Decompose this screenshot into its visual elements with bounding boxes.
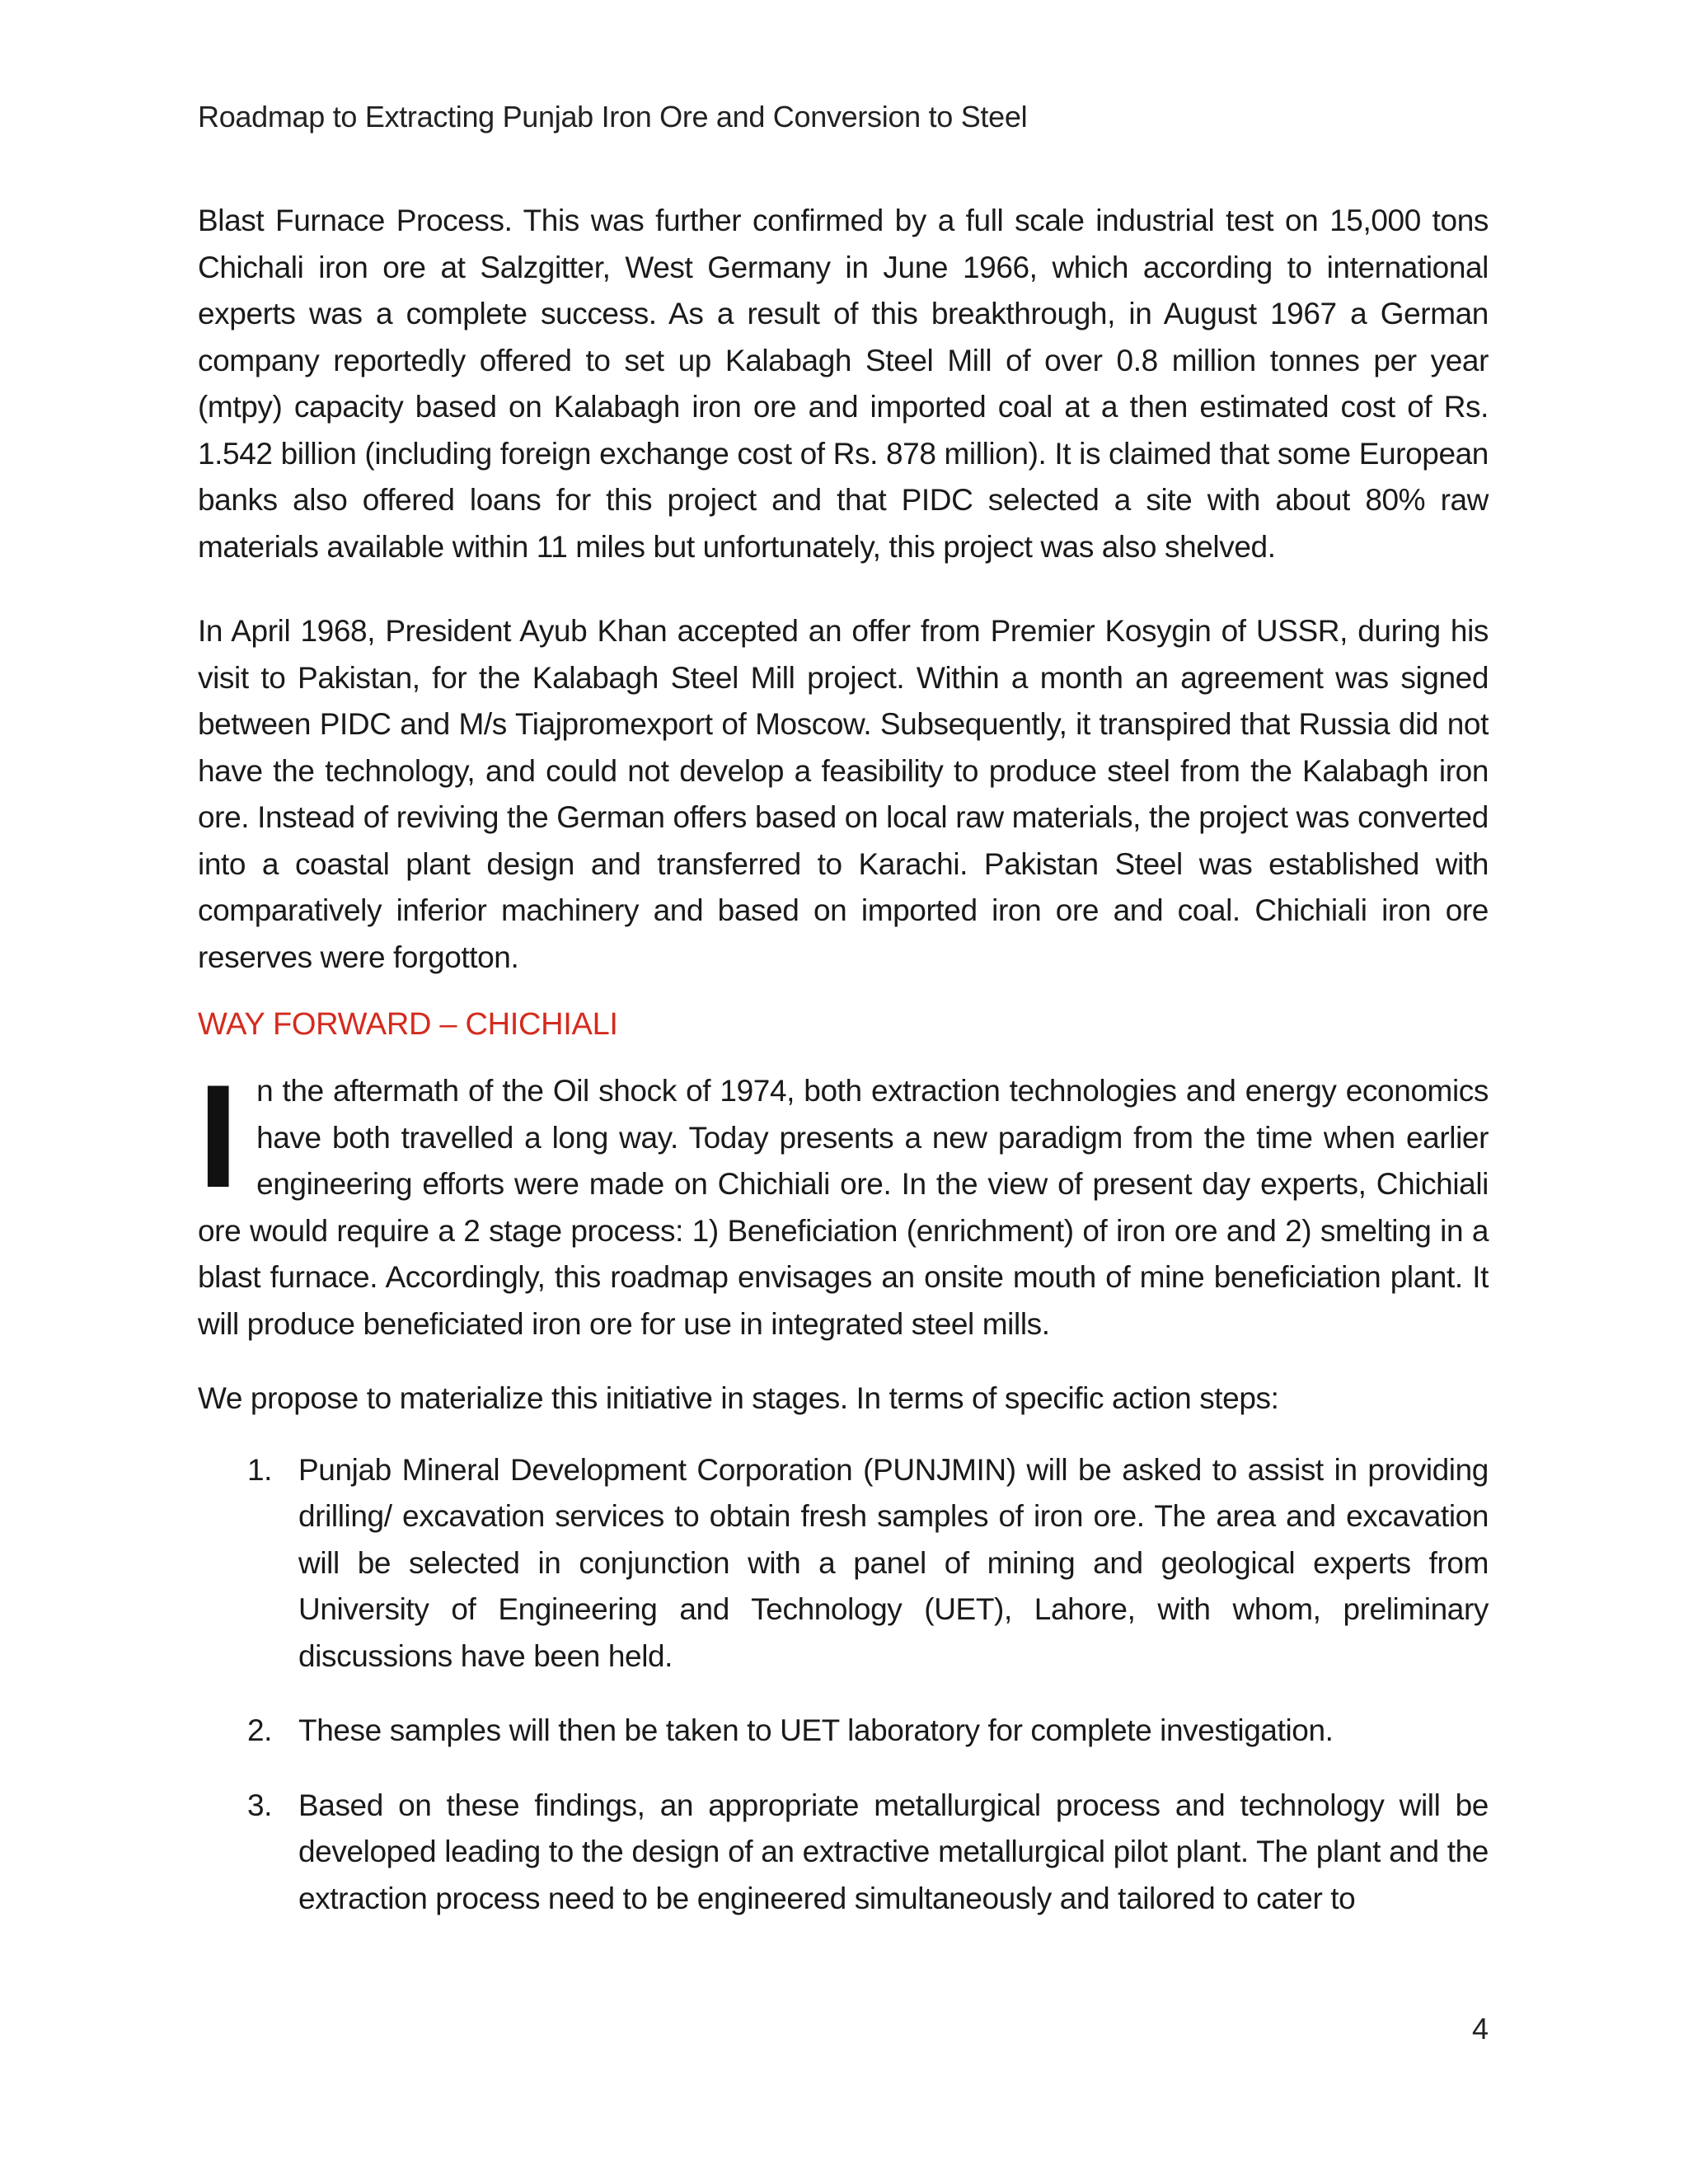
paragraph-aftermath [198, 1054, 1489, 1347]
list-item-text: These samples will then be taken to UET laboratory for complete investigation. [298, 1713, 1334, 1747]
paragraph-blast-furnace: Blast Furnace Process. This was further confirmed by a full scale industrial test on 15,000 tons Chichali iron ore at Salzgitter, West Germany in June 1966, which according to international experts was a complete success. As a result of this breakthrough, in August 1967 a German company reportedly offered to set up Kalabagh Steel Mill of over 0.8 million tonnes per year (mtpy) capacity based on Kalabagh iron ore and imported coal at a then estimated cost of Rs. 1.542 billion (including foreign exchange cost of Rs. 878 million). It is claimed that some European banks also offered loans for this project and that PIDC selected a site with about 80% raw materials available within 11 miles but unfortunately, this project was also shelved. [198, 204, 1489, 564]
page-number: 4 [1471, 2012, 1489, 2046]
action-steps-list [198, 1447, 1489, 1923]
list-item [198, 1783, 1489, 1923]
list-item [198, 1708, 1489, 1755]
running-header: Roadmap to Extracting Punjab Iron Ore and Conversion to Steel [198, 100, 1028, 134]
paragraph-aftermath-text: n the aftermath of the Oil shock of 1974, both extraction technologies and energy economics have both travelled a long way. Today presents a new paradigm from the time when earlier engineering efforts were made on Chichiali ore. In the view of present day experts, Chichiali ore would require a 2 stage process: 1) Beneficiation (enrichment) of iron ore and 2) smelting in a blast furnace. Accordingly, this roadmap envisages an onsite mouth of mine beneficiation plant. It will produce beneficiated iron ore for use in integrated steel mills. [198, 1074, 1489, 1341]
list-item-text: Based on these findings, an appropriate metallurgical process and technology will be developed leading to the design of an extractive metallurgical pilot plant. The plant and the extraction process need to be engineered simultaneously and tailored to cater to [298, 1788, 1489, 1915]
document-body [198, 198, 1489, 1922]
list-item-number: 2. [247, 1713, 273, 1747]
drop-cap: I [198, 1054, 239, 1218]
list-item [198, 1447, 1489, 1680]
list-item-number: 1. [247, 1452, 273, 1487]
list-item-text: Punjab Mineral Development Corporation (PUNJMIN) will be asked to assist in providing drilling/ excavation services to obtain fresh samples of iron ore. The area and excavation will be selected in conjunction with a panel of mining and geological experts from University of Engineering and Technology (UET), Lahore, with whom, preliminary discussions have been held. [298, 1452, 1489, 1673]
paragraph-action-steps-intro: We propose to materialize this initiative in stages. In terms of specific action steps: [198, 1381, 1279, 1415]
paragraph-ayub-khan: In April 1968, President Ayub Khan accepted an offer from Premier Kosygin of USSR, during his visit to Pakistan, for the Kalabagh Steel Mill project. Within a month an agreement was signed between PIDC and M/s Tiajpromexport of Moscow. Subsequently, it transpired that Russia did not have the technology, and could not develop a feasibility to produce steel from the Kalabagh iron ore. Instead of reviving the German offers based on local raw materials, the project was converted into a coastal plant design and transferred to Karachi. Pakistan Steel was established with comparatively inferior machinery and based on imported iron ore and coal. Chichiali iron ore reserves were forgotton. [198, 614, 1489, 974]
list-item-number: 3. [247, 1788, 273, 1822]
section-heading: WAY FORWARD – CHICHIALI [198, 1007, 618, 1042]
